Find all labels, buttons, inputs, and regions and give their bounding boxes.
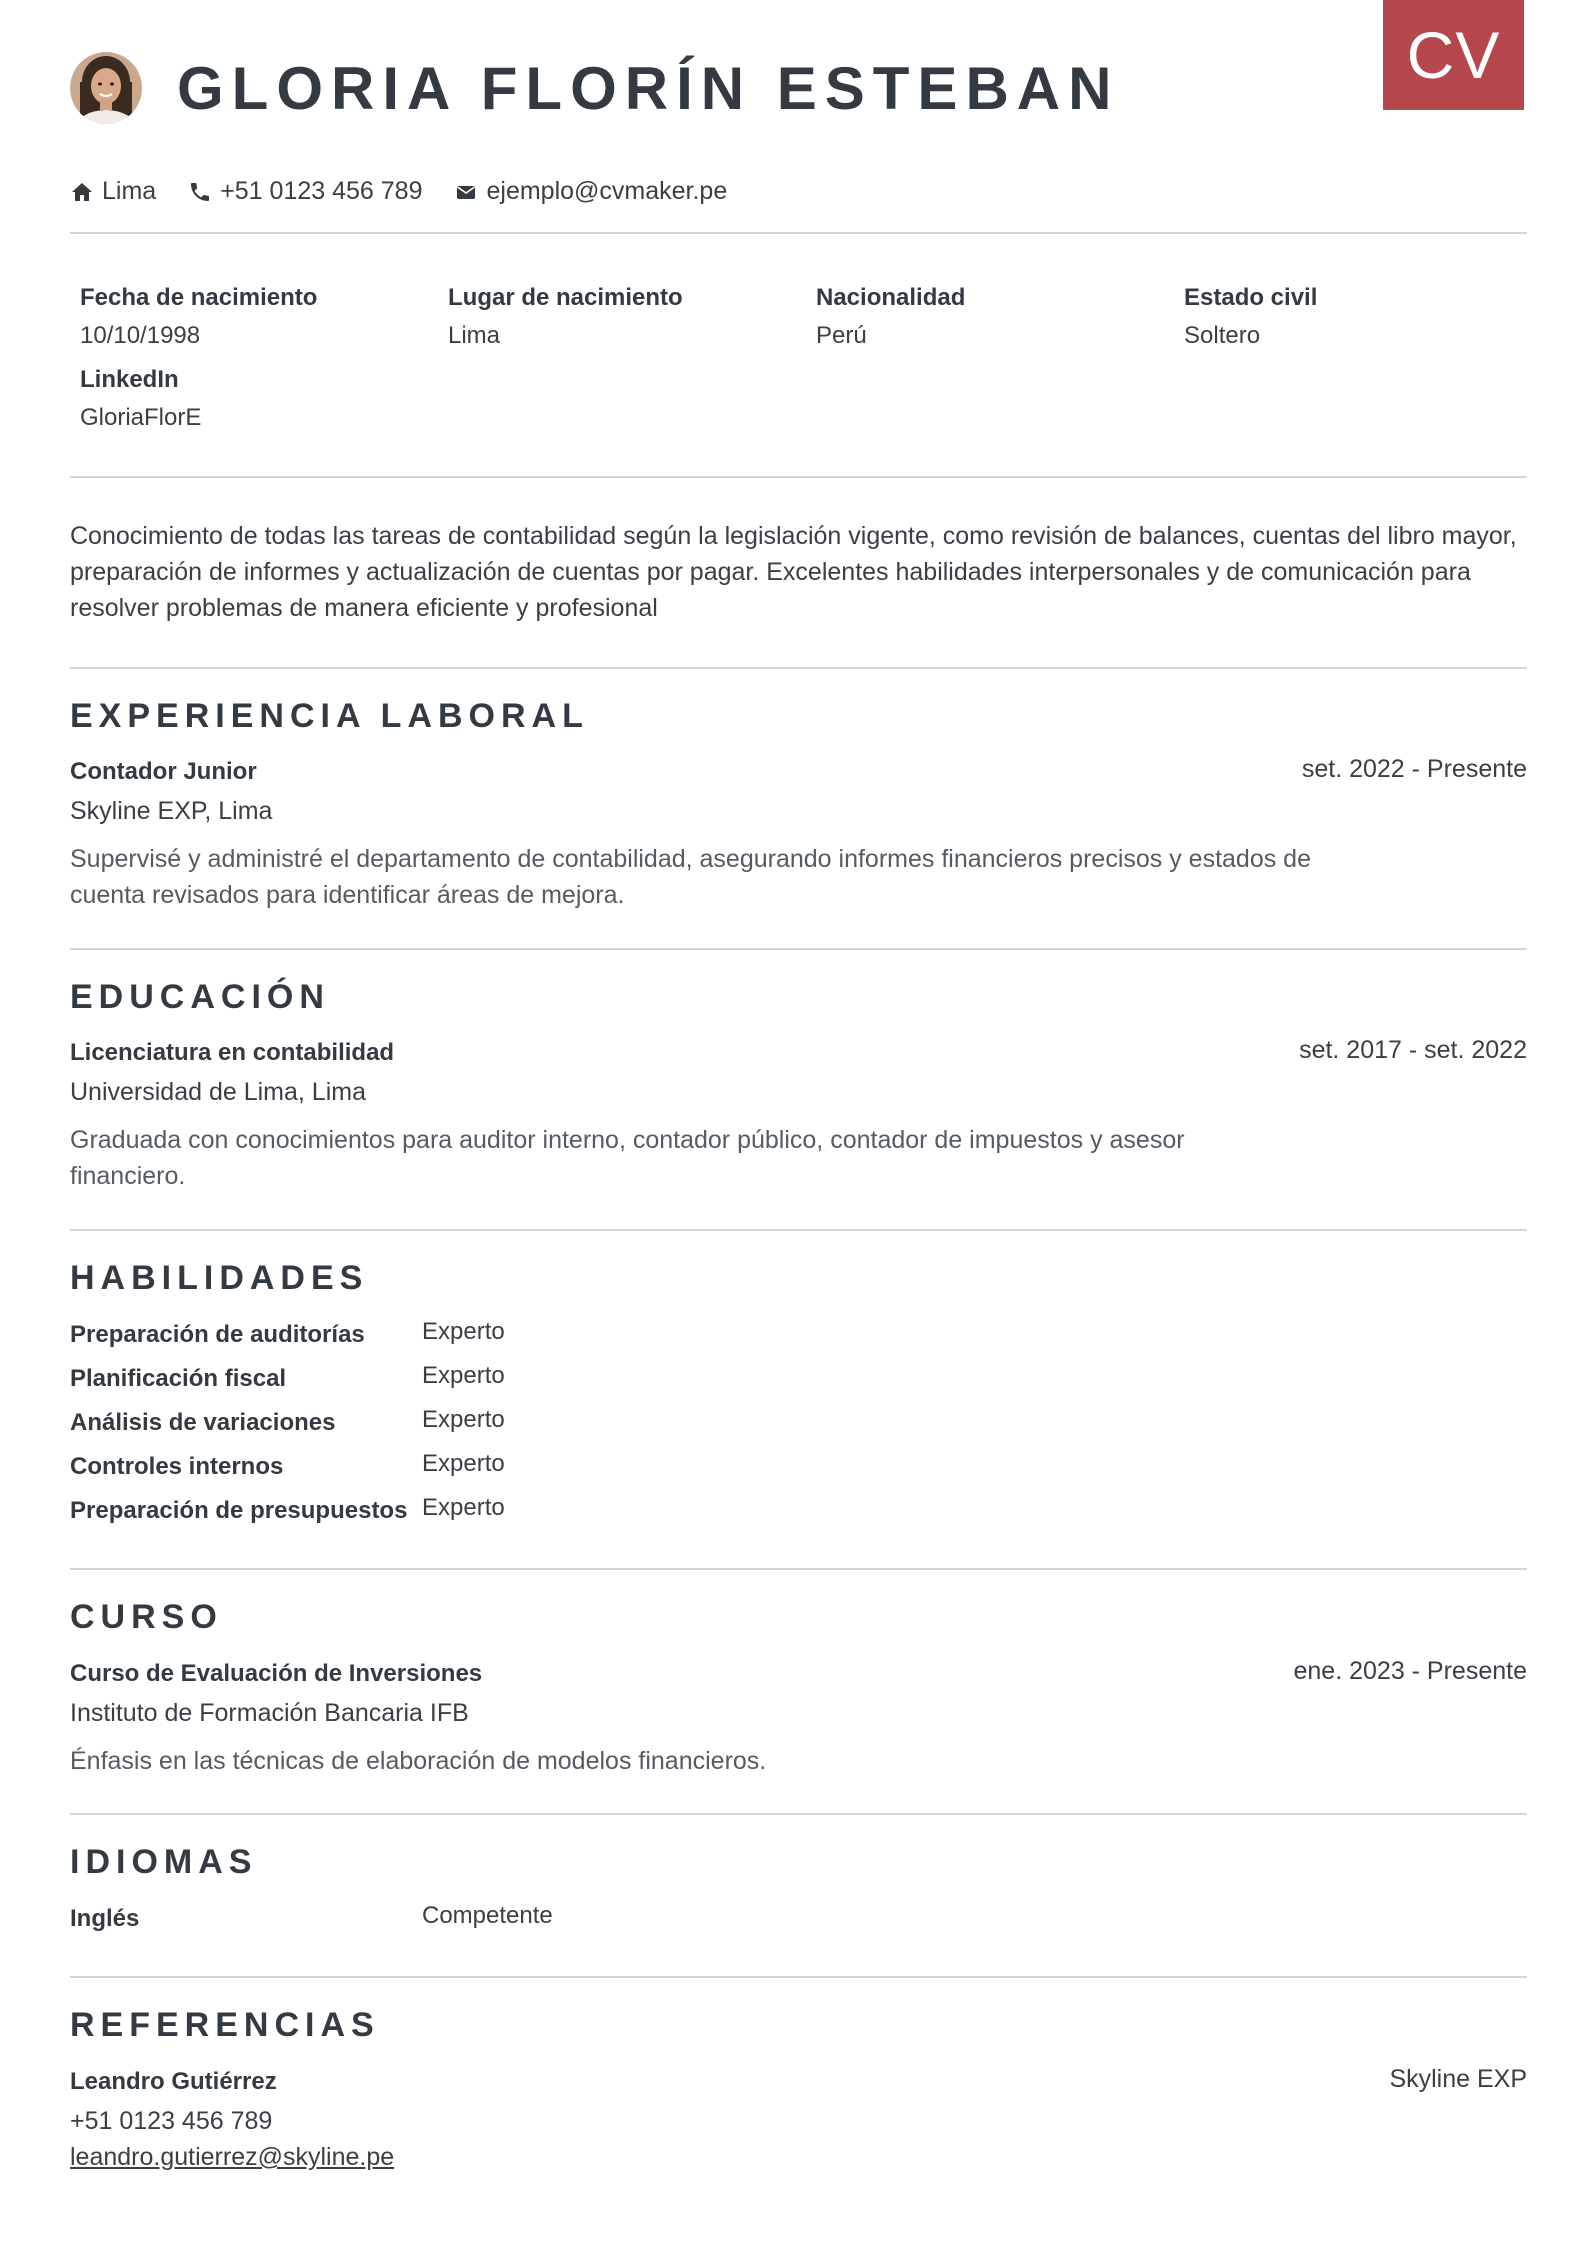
education-date: set. 2017 - set. 2022 (1299, 1036, 1527, 1064)
cv-badge: CV (1383, 0, 1524, 110)
language-name: Inglés (70, 1905, 140, 1932)
skill-level: Experto (422, 1362, 505, 1389)
reference-email-link[interactable]: leandro.gutierrez@skyline.pe (70, 2143, 395, 2171)
personal-birthplace (448, 284, 808, 350)
personal-linkedin (80, 366, 440, 432)
divider (70, 1976, 1527, 1978)
avatar (70, 52, 142, 124)
course-name: Curso de Evaluación de Inversiones (70, 1660, 483, 1687)
contact-city (70, 177, 156, 206)
divider (70, 232, 1527, 234)
education-degree: Licenciatura en contabilidad (70, 1039, 395, 1066)
course-date: ene. 2023 - Presente (1293, 1657, 1527, 1685)
home-icon (70, 180, 94, 204)
section-title-experience: EXPERIENCIA LABORAL (70, 697, 589, 735)
job-date: set. 2022 - Presente (1301, 755, 1527, 783)
contact-email (454, 177, 727, 206)
skill-level: Experto (422, 1450, 505, 1477)
profile-summary: Conocimiento de todas las tareas de contabilidad según la legislación vigente, como revisión de balances, cuentas del libro mayor, preparación de informes y actualización de cuentas por pagar. Excelentes habilidades interpersonales y de comunicación para resolver problemas de manera eficiente y profesional (70, 522, 1517, 622)
field-value: Perú (816, 322, 867, 349)
field-value: Soltero (1184, 322, 1261, 349)
reference-phone: +51 0123 456 789 (70, 2107, 273, 2135)
skill-level: Experto (422, 1494, 505, 1521)
field-label: Lugar de nacimiento (448, 284, 683, 311)
section-title-skills: HABILIDADES (70, 1259, 369, 1297)
contact-bar (70, 177, 759, 206)
skill-name: Preparación de presupuestos (70, 1497, 408, 1524)
job-title: Contador Junior (70, 758, 257, 785)
field-value: 10/10/1998 (80, 322, 201, 349)
skill-level: Experto (422, 1318, 505, 1345)
language-level: Competente (422, 1902, 553, 1929)
course-institution: Instituto de Formación Bancaria IFB (70, 1699, 469, 1727)
section-title-references: REFERENCIAS (70, 2006, 380, 2044)
skill-level: Experto (422, 1406, 505, 1433)
section-title-languages: IDIOMAS (70, 1843, 258, 1881)
field-label: Estado civil (1184, 284, 1318, 311)
divider (70, 1229, 1527, 1231)
resume-header (70, 52, 1119, 124)
skill-name: Preparación de auditorías (70, 1321, 365, 1348)
personal-birthdate (80, 284, 440, 350)
education-school: Universidad de Lima, Lima (70, 1078, 366, 1106)
reference-name: Leandro Gutiérrez (70, 2068, 277, 2095)
divider (70, 1813, 1527, 1815)
job-description: Supervisé y administré el departamento de contabilidad, asegurando informes financieros precisos y estados de cuenta revisados para identificar áreas de mejora. (70, 845, 1311, 909)
personal-nationality (816, 284, 1176, 350)
field-label: Fecha de nacimiento (80, 284, 318, 311)
contact-phone (188, 177, 422, 206)
contact-email-text: ejemplo@cvmaker.pe (486, 177, 728, 205)
divider (70, 948, 1527, 950)
field-value: GloriaFlorE (80, 404, 202, 431)
skill-name: Planificación fiscal (70, 1365, 287, 1392)
candidate-name: GLORIA FLORÍN ESTEBAN (177, 54, 1120, 122)
section-title-course: CURSO (70, 1598, 223, 1636)
field-label: LinkedIn (80, 366, 179, 393)
contact-phone-text: +51 0123 456 789 (220, 177, 423, 205)
contact-city-text: Lima (102, 177, 157, 205)
job-company: Skyline EXP, Lima (70, 797, 273, 825)
education-description: Graduada con conocimientos para auditor interno, contador público, contador de impuestos y asesor financiero. (70, 1126, 1185, 1190)
divider (70, 667, 1527, 669)
envelope-icon (454, 180, 478, 204)
field-label: Nacionalidad (816, 284, 966, 311)
personal-marital-status (1184, 284, 1544, 350)
divider (70, 1568, 1527, 1570)
section-title-education: EDUCACIÓN (70, 978, 330, 1016)
divider (70, 476, 1527, 478)
course-description: Énfasis en las técnicas de elaboración de modelos financieros. (70, 1747, 767, 1775)
phone-icon (188, 180, 212, 204)
field-value: Lima (448, 322, 501, 349)
skill-name: Controles internos (70, 1453, 284, 1480)
skill-name: Análisis de variaciones (70, 1409, 336, 1436)
reference-company: Skyline EXP (1389, 2065, 1527, 2093)
